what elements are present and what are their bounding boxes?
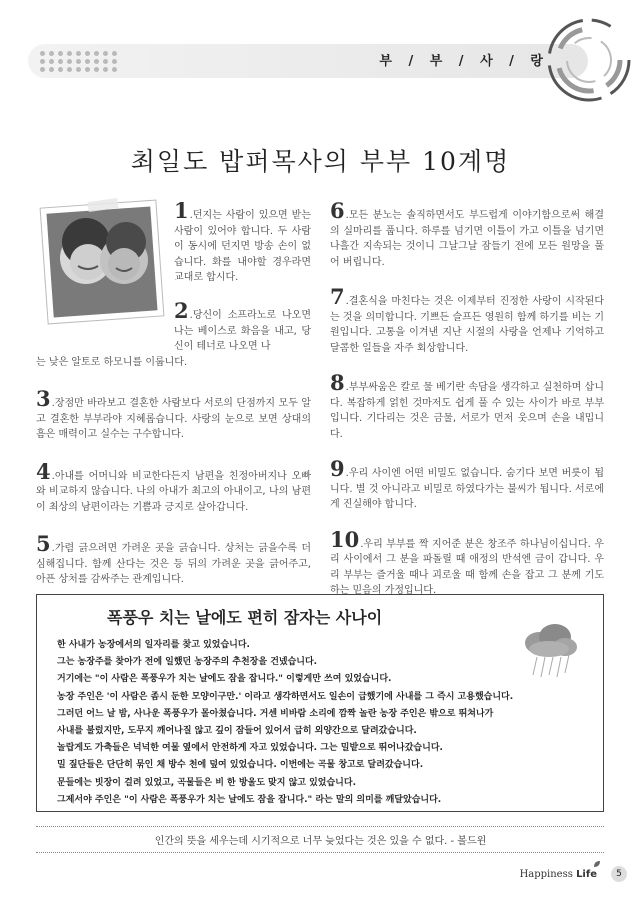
- commandment-number: 9: [330, 456, 345, 481]
- story-line: 문들에는 빗장이 걸려 있었고, 곡물들은 비 한 방울도 맞지 않고 있었습니다.: [57, 777, 356, 788]
- story-title: 폭풍우 치는 날에도 편히 잠자는 사나이: [107, 608, 383, 627]
- commandment-10: 10.우리 부부를 짝 지어준 분은 창조주 하나님이십니다. 우리 사이에서 그 분을 파돌릴 때 애정의 반석엔 금이 갑니다. 우리 부부는 즐거울 때나 괴로울 때 함께 손을 잡고 그 분께 기도하는 믿음의 가정입니다.: [330, 526, 604, 596]
- commandment-text: 우리 부부를 짝 지어준 분은 창조주 하나님이십니다. 우리 사이에서 그 분을 파돌릴 때 애정의 반석엔 금이 갑니다. 우리 부부는 즐거울 때나 괴로울 때 함께 손을 잡고 그 분께 기도하는 믿음의 가정입니다.: [330, 538, 604, 596]
- footer-brand-logo: [520, 869, 597, 880]
- commandment-text: 모든 분노는 솔직하면서도 부드럽게 이야기함으로써 해결의 실마리를 풉니다. 하루를 넘기면 이틀이 가고 이틀을 넘기면 나흘간 지속되는 것이니 그날그날 잠들기 전에 모든 원망을 풀어 버립니다.: [330, 210, 604, 268]
- story-box: [36, 594, 604, 812]
- commandment-text: 부부싸움은 칼로 물 베기란 속담을 생각하고 실천하며 삽니다. 복잡하게 얽힌 것마저도 쉽게 풀 수 있는 사이가 바로 부부입니다. 기다리는 것은 금물, 서로가 먼저 웃으며 손을 내밉니다.: [330, 382, 604, 440]
- story-line: 놀랍게도 가축들은 넉넉한 여물 옆에서 안전하게 자고 있었습니다. 그는 밀밭으로 뛰어나갔습니다.: [57, 743, 443, 754]
- commandment-text: 우리 사이엔 어떤 비밀도 없습니다. 숨기다 보면 버릇이 됩니다. 별 것 아니라고 비밀로 하였다가는 불씨가 됩니다. 서로에게 진실해야 합니다.: [330, 468, 604, 510]
- quote-divider-bottom: [36, 852, 604, 853]
- commandment-text-continued: 는 낮은 알토로 하모니를 이룹니다.: [36, 356, 188, 368]
- story-line: 그는 농장주를 찾아가 전에 일했던 농장주의 추천장을 건넸습니다.: [57, 657, 318, 668]
- commandment-number: 4: [36, 458, 51, 484]
- story-line: 밀 짚단들은 단단히 묶인 채 방수 천에 덮여 있었습니다. 이번에는 곡물 창고로 달려갔습니다.: [57, 760, 424, 771]
- section-tag: 부 / 부 / 사 / 랑: [379, 54, 549, 69]
- ring-decoration-icon: [543, 14, 635, 106]
- story-line: 한 사내가 농장에서의 일자리를 찾고 있었습니다.: [57, 640, 250, 650]
- commandment-number: 7: [330, 284, 345, 309]
- commandment-1: 1.던지는 사람이 있으면 받는 사람이 있어야 합니다. 두 사람이 동시에 던지면 방송 손이 없습니다. 화를 내야할 경우라면 교대로 합시다.: [174, 198, 311, 283]
- commandment-number: 6: [330, 198, 345, 223]
- page-number: 5: [611, 866, 627, 882]
- commandment-2: 2.당신이 소프라노로 나오면 나는 베이스로 화음을 내고, 당신이 테너로 나오면 나 는 낮은 알토로 하모니를 이룹니다.: [174, 302, 311, 370]
- commandment-text: 결혼식을 마친다는 것은 이제부터 진정한 사랑이 시작된다는 것을 의미합니다. 기쁘든 슬프든 영원히 함께 하기를 비는 기원입니다. 고통을 이겨낸 지난 시절의 사랑을 언제나 기억하고 달콤한 일들을 자주 회상합니다.: [330, 296, 604, 354]
- commandment-text: 장점만 바라보고 결혼한 사람보다 서로의 단점까지 모두 알고 결혼한 부부라야 지혜롭습니다. 사랑의 눈으로 보면 상대의 흠은 매력이고 실수는 구수합니다.: [36, 398, 311, 440]
- commandment-8: 8.부부싸움은 칼로 물 베기란 속담을 생각하고 실천하며 삽니다. 복잡하게 얽힌 것마저도 쉽게 풀 수 있는 사이가 바로 부부입니다. 기다리는 것은 금물, 서로가 먼저 웃으며 손을 내밉니다.: [330, 370, 604, 440]
- commandment-number: 1: [174, 198, 189, 223]
- commandment-number: 2: [174, 298, 189, 323]
- story-body: [57, 637, 587, 809]
- leaf-icon: [593, 860, 601, 868]
- commandment-text: 당신이 소프라노로 나오면 나는 베이스로 화음을 내고, 당신이 테너로 나오면 나: [174, 310, 311, 352]
- commandment-number: 3: [36, 386, 51, 411]
- brand-word-1: Happiness: [519, 869, 573, 880]
- commandment-text: 가렴 긁으려면 가려운 곳을 긁습니다. 상처는 긁을수록 더 심해집니다. 함께 산다는 것은 등 뒤의 가려운 곳을 긁어주고, 아픈 상처를 감싸주는 관계입니다.: [36, 543, 311, 585]
- story-line: 거기에는 "이 사람은 폭풍우가 치는 날에도 잠을 잡니다." 이렇게만 쓰여 있었습니다.: [57, 674, 392, 685]
- brand-word-2: Life: [576, 869, 597, 880]
- story-line: 사내를 불렀지만, 도무지 깨어나질 않고 깊이 잠들어 있어서 급히 외양간으로 달려갔습니다.: [57, 726, 417, 737]
- commandment-text: 던지는 사람이 있으면 받는 사람이 있어야 합니다. 두 사람이 동시에 던지면 방송 손이 없습니다. 화를 내야할 경우라면 교대로 합시다.: [174, 210, 311, 283]
- header-dot-pattern: [40, 51, 120, 73]
- story-line: 농장 주인은 '이 사람은 좀시 둔한 모양이구만.' 이라고 생각하면서도 일손이 급했기에 사내를 그 즉시 고용했습니다.: [57, 691, 514, 702]
- story-line: 그제서야 주인은 "이 사람은 폭풍우가 치는 날에도 잠을 잡니다." 라는 말의 의미를 깨달았습니다.: [57, 794, 442, 805]
- commandment-text: 아내를 어머니와 비교한다든지 남편을 친정아버지나 오빠와 비교하지 않습니다. 나의 아내가 최고의 아내이고, 나의 남편이 최상의 남편이라는 기쁨과 긍지로 살아갑니다.: [36, 470, 311, 513]
- commandment-6: 6.모든 분노는 솔직하면서도 부드럽게 이야기함으로써 해결의 실마리를 풉니다. 하루를 넘기면 이틀이 가고 이틀을 넘기면 나흘간 지속되는 것이니 그날그날 잠들기 전에 모든 원망을 풀어 버립니다.: [330, 198, 604, 268]
- commandment-3: 3.장점만 바라보고 결혼한 사람보다 서로의 단점까지 모두 알고 결혼한 부부라야 지혜롭습니다. 사랑의 눈으로 보면 상대의 흠은 매력이고 실수는 구수합니다.: [36, 386, 311, 440]
- commandment-4: 4.아내를 어머니와 비교한다든지 남편을 친정아버지나 오빠와 비교하지 않습니다. 나의 아내가 최고의 아내이고, 나의 남편이 최상의 남편이라는 기쁨과 긍지로 살아갑니다.: [36, 458, 311, 513]
- commandments-left-column: [36, 198, 311, 588]
- quote-divider-top: [36, 826, 604, 827]
- commandment-number: 5: [36, 531, 51, 556]
- commandment-number: 10: [330, 526, 360, 552]
- quote-text: 인간의 뜻을 세우는데 시기적으로 너무 늦었다는 것은 있을 수 없다. - 볼드윈: [154, 836, 487, 847]
- commandment-5: 5.가렴 긁으려면 가려운 곳을 긁습니다. 상처는 긁을수록 더 심해집니다. 함께 산다는 것은 등 뒤의 가려운 곳을 긁어주고, 아픈 상처를 감싸주는 관계입니다.: [36, 531, 311, 585]
- commandments-right-column: [330, 198, 604, 599]
- page-title: 최일도 밥퍼목사의 부부 10계명: [130, 147, 511, 176]
- commandment-number: 8: [330, 370, 345, 395]
- story-line: 그러던 어느 날 밤, 사나운 폭풍우가 몰아쳤습니다. 거센 비바람 소리에 깜짝 놀란 농장 주인은 밖으로 뛰쳐나가: [57, 708, 494, 719]
- commandment-9: 9.우리 사이엔 어떤 비밀도 없습니다. 숨기다 보면 버릇이 됩니다. 별 것 아니라고 비밀로 하였다가는 불씨가 됩니다. 서로에게 진실해야 합니다.: [330, 456, 604, 510]
- commandment-7: 7.결혼식을 마친다는 것은 이제부터 진정한 사랑이 시작된다는 것을 의미합니다. 기쁘든 슬프든 영원히 함께 하기를 비는 기원입니다. 고통을 이겨낸 지난 시절의 사랑을 언제나 기억하고 달콤한 일들을 자주 회상합니다.: [330, 284, 604, 354]
